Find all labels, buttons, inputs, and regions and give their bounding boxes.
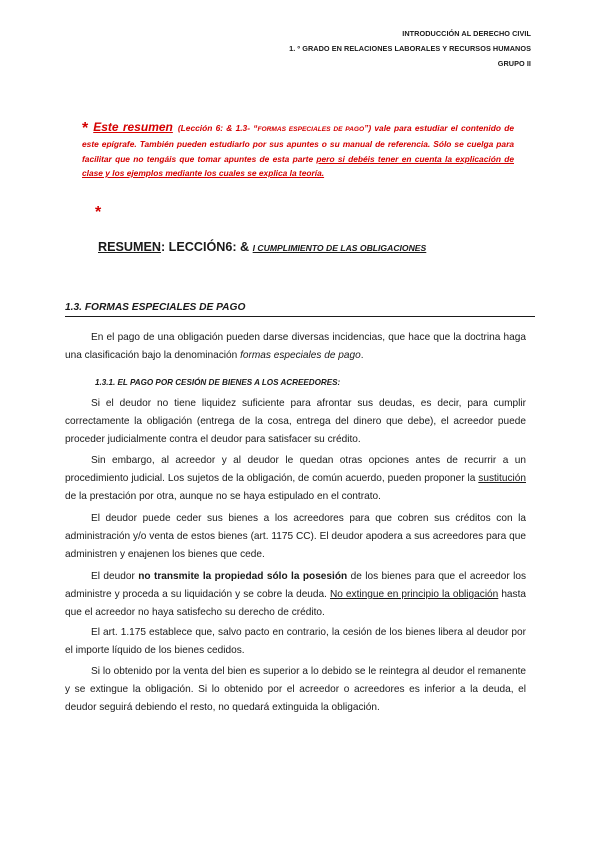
paragraph-remainder: Si lo obtenido por la venta del bien es superior a lo debido se le reintegra al deudor el remanente y se extingue la obligación. Si lo obtenido por el acreedor o acreedores es inferior a la deuda, el deudor seguirá debiendo el resto, no quedará extinguida la obligación. [65, 666, 526, 713]
paragraph-text: El deudor [91, 571, 139, 582]
asterisk-icon: * [82, 120, 89, 137]
paragraph-possession [65, 568, 526, 622]
paragraph-liquidity: Si el deudor no tiene liquidez suficiente para afrontar sus deudas, es decir, para cumplir correctamente la obligación (entrega de la cosa, entrega del dinero que debe), el acreedor puede proceder judicialmente contra el deudor para satisfacer su crédito. [65, 398, 526, 445]
paragraph-intro [65, 329, 526, 365]
paragraph-emphasis: formas especiales de pago [240, 350, 361, 361]
resumen-lesson: : LECCIÓN6: & [160, 240, 253, 254]
asterisk-icon: * [95, 204, 102, 221]
header-course: INTRODUCCIÓN AL DERECHO CIVIL [402, 29, 531, 38]
paragraph-underlined: No extingue en principio la obligación [329, 589, 499, 600]
note-smallcaps: FORMAS ESPECIALES DE PAGO [257, 126, 365, 133]
paragraph-text: de los bienes para que el acreedor los administre y proceda a su liquidación y se cobre la deuda. [65, 571, 526, 600]
document-header [289, 26, 531, 71]
note-text-1: (Lección 6: & 1.3- “ [177, 123, 258, 133]
paragraph-underlined: sustitución [478, 473, 526, 484]
resumen-subtitle: I CUMPLIMIENTO DE LAS OBLIGACIONES [252, 243, 427, 253]
header-group: GRUPO II [497, 59, 531, 68]
paragraph-text: . [360, 350, 364, 361]
paragraph-text: En el pago de una obligación pueden darse diversas incidencias, que hace que la doctrina haga una clasificación bajo la denominación [65, 332, 526, 361]
paragraph-text: Sin embargo, al acreedor y al deudor le quedan otras opciones antes de recurrir a un procedimiento judicial. Los sujetos de la obligación, de común acuerdo, pueden proponer la [65, 455, 526, 484]
note-lead: Este resumen [93, 120, 173, 134]
note-text-2: ”) vale para estudiar el contenido de este epígrafe. También pueden estudiarlo por sus apuntes o su manual de referencia. Sólo se cuelga para facilitar que no tengáis que tomar apuntes de esta parte [82, 123, 515, 164]
paragraph-bold: no transmite la propiedad sólo la posesión [138, 571, 348, 582]
subsection-title: 1.3.1. EL PAGO POR CESIÓN DE BIENES A LOS ACREEDORES: [95, 378, 341, 387]
paragraph-text: hasta que el acreedor no haya satisfecho su derecho de crédito. [65, 589, 527, 618]
paragraph-article: El art. 1.175 establece que, salvo pacto en contrario, la cesión de los bienes libera al deudor por el importe líquido de los bienes cedidos. [65, 627, 526, 656]
paragraph-text: de la prestación por otra, aunque no se haya estipulado en el contrato. [65, 491, 381, 502]
resumen-heading [98, 240, 426, 254]
paragraph-cession: El deudor puede ceder sus bienes a los acreedores para que cobren sus créditos con la administración y/o venta de estos bienes (art. 1175 CC). El deudor apodera a sus acreedores para que administren y enajenen los bienes que cede. [65, 513, 526, 560]
red-disclaimer-note [82, 120, 514, 180]
section-title: 1.3. FORMAS ESPECIALES DE PAGO [65, 301, 535, 317]
note-underlined: pero si debéis tener en cuenta la explicación de clase y los ejemplos mediante los cuales se explica la teoría. [82, 153, 514, 178]
resumen-label: RESUMEN [98, 240, 161, 254]
header-degree: 1. º GRADO EN RELACIONES LABORALES Y RECURSOS HUMANOS [289, 44, 531, 53]
paragraph-alternatives [65, 452, 526, 506]
